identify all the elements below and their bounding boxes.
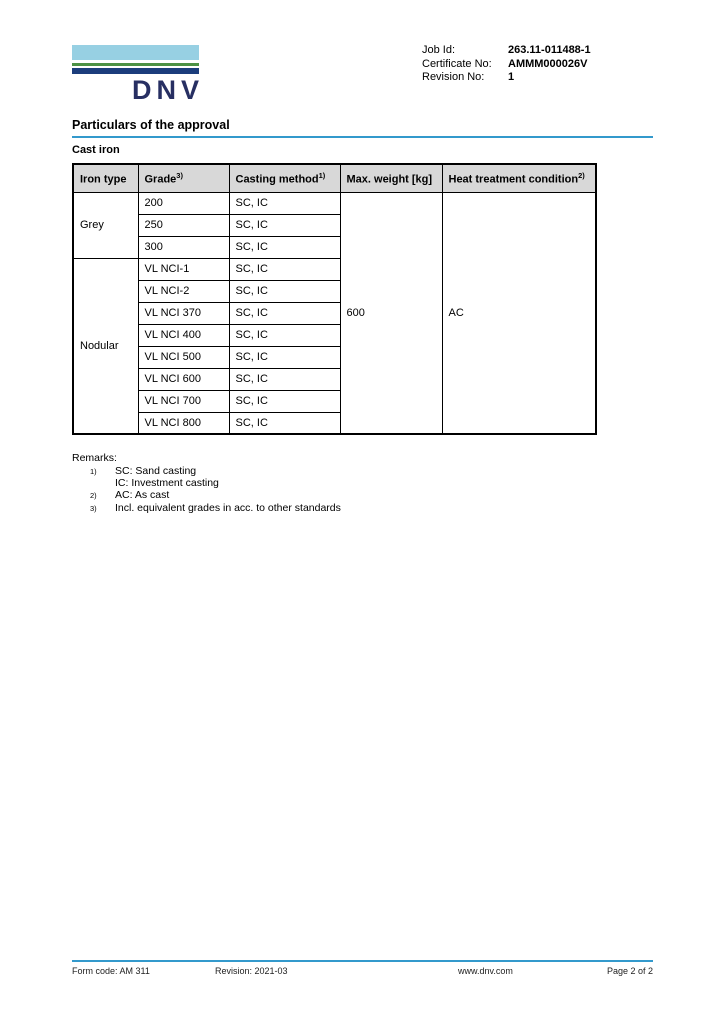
revision-no-label: Revision No: (422, 71, 485, 83)
header-casting-method: Casting method$^{1)}$ (229, 164, 340, 192)
remark-line: IC: Investment casting (115, 477, 219, 489)
grade-cell: 250 (138, 214, 229, 236)
remark-line: SC: Sand casting (115, 465, 197, 477)
remark-line: AC: As cast (115, 489, 170, 501)
max-weight-cell: 600 (340, 192, 442, 434)
method-cell: SC, IC (229, 368, 340, 390)
remark-number: 2) (90, 491, 97, 500)
remark-text (115, 502, 341, 514)
remark-item (72, 489, 341, 502)
remark-text (115, 465, 219, 489)
iron-type-grey-cell: Grey (73, 192, 138, 258)
grade-cell: VL NCI 400 (138, 324, 229, 346)
header-max-weight: Max. weight [kg] (340, 164, 442, 192)
footer-page-number: Page 2 of 2 (606, 966, 653, 976)
remark-line: Incl. equivalent grades in acc. to other standards (115, 502, 341, 514)
page-footer (72, 960, 653, 980)
iron-type-nodular-cell: Nodular (73, 258, 138, 434)
logo-bar-green (72, 63, 199, 66)
method-cell: SC, IC (229, 258, 340, 280)
certificate-no-row (422, 58, 591, 72)
job-id-label: Job Id: (422, 44, 456, 56)
document-info-block (422, 44, 591, 85)
certificate-no-value: AMMM000026V (508, 57, 588, 70)
certificate-no-label: Certificate No: (422, 57, 492, 70)
job-id-value: 263.11-011488-1 (508, 44, 591, 56)
method-cell: SC, IC (229, 346, 340, 368)
method-cell: SC, IC (229, 302, 340, 324)
grade-cell: VL NCI 370 (138, 302, 229, 324)
heat-treatment-cell: AC (442, 192, 596, 434)
job-id-row (422, 44, 591, 58)
method-cell: SC, IC (229, 412, 340, 434)
remark-text (115, 489, 169, 501)
method-cell: SC, IC (229, 214, 340, 236)
grade-cell: 300 (138, 236, 229, 258)
footer-form-code: Form code: AM 311 (72, 966, 150, 976)
remark-number: 3) (90, 504, 97, 513)
grade-cell: VL NCI-2 (138, 280, 229, 302)
header-grade: Grade$^{3)}$ (138, 164, 229, 192)
method-cell: SC, IC (229, 192, 340, 214)
footer-revision: Revision: 2021-03 (215, 966, 288, 976)
remark-item (72, 465, 341, 489)
dnv-logo-text: DNV (131, 75, 204, 105)
logo-bar-lightblue (72, 45, 199, 60)
grade-cell: 200 (138, 192, 229, 214)
section-subtitle: Cast iron (72, 144, 120, 156)
page-title: Particulars of the approval (72, 118, 653, 138)
grade-cell: VL NCI 600 (138, 368, 229, 390)
method-cell: SC, IC (229, 390, 340, 412)
remark-item (72, 502, 341, 515)
grade-cell: VL NCI-1 (138, 258, 229, 280)
grade-cell: VL NCI 800 (138, 412, 229, 434)
header-iron-type: Iron type (73, 164, 138, 192)
table-header-row (73, 164, 596, 192)
table-row (73, 192, 596, 214)
remark-number: 1) (90, 467, 97, 476)
logo-bar-navy (72, 68, 199, 74)
remarks-section (72, 452, 341, 515)
header-heat-treatment: Heat treatment condition$^{2)}$ (442, 164, 596, 192)
grade-cell: VL NCI 500 (138, 346, 229, 368)
approval-table (72, 163, 597, 435)
dnv-logo (72, 45, 204, 105)
grade-cell: VL NCI 700 (138, 390, 229, 412)
revision-no-row (422, 71, 591, 85)
revision-no-value: 1 (508, 71, 515, 83)
method-cell: SC, IC (229, 280, 340, 302)
method-cell: SC, IC (229, 324, 340, 346)
method-cell: SC, IC (229, 236, 340, 258)
footer-website-link[interactable]: www.dnv.com (458, 966, 513, 976)
remarks-title: Remarks: (72, 452, 117, 464)
